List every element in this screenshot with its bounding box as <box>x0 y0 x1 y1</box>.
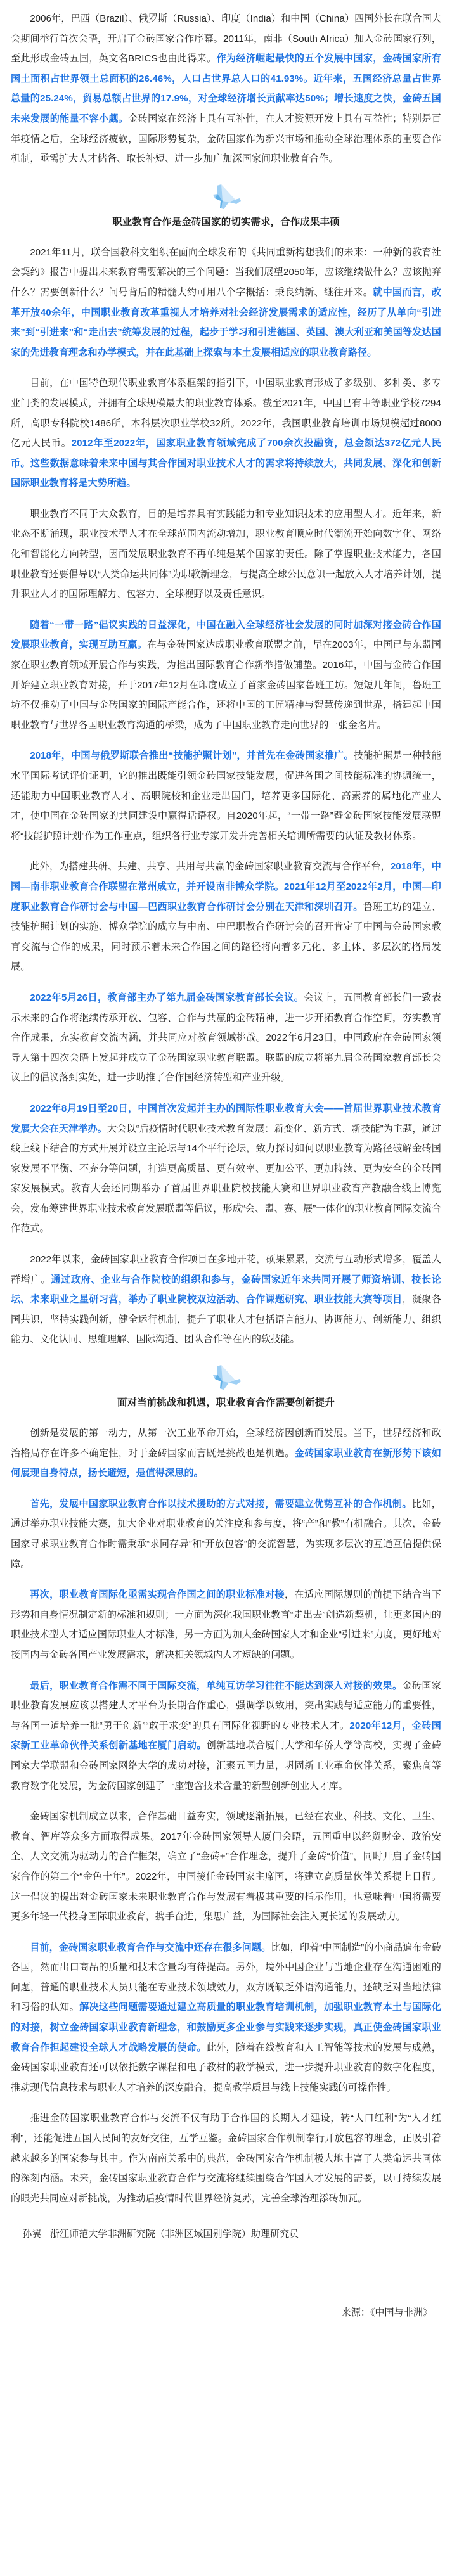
body-text: 2006年，巴西（Brazil）、俄罗斯（Russia）、印度（India）和中国（China）四国外长在联合国大会期间举行首次会晤，开启了金砖国家合作序幕。2011年，南非（South Africa）加入金砖国家行列，至此形成金砖五国，英文名BRICS也由此得来。 <box>11 13 441 65</box>
bottom-spacer <box>11 2321 441 2397</box>
section-header <box>11 1364 441 1411</box>
highlighted-text: 2020年12月，金砖国家新工业革命伙伴关系创新基地在厦门启动。 <box>11 1720 441 1752</box>
paragraph <box>11 746 441 846</box>
paragraph <box>11 1250 441 1350</box>
highlighted-text: 随着“一带一路”倡议实践的日益深化，中国在融入全球经济社会发展的同时加深对接金砖合作国发展职业教育，实现互助互赢。 <box>11 619 441 651</box>
body-text: 金砖国家机制成立以来，合作基础日益夯实，领域逐渐拓展，已经在农业、科技、文化、卫生、教育、智库等众多方面取得成果。2017年金砖国家领导人厦门会晤，五国重申以经贸财金、政治安全、人文交流为驱动力的合作框架，确立了“金砖+”合作理念，提升了金砖“价值”，同时开启了金砖国家合作的第二个“金色十年”。2022年，中国接任金砖国家主席国，将建立高质量伙伴关系提上日程。这一倡议的提出对金砖国家未来职业教育合作与发展有着极其重要的指示作用，也意味着中国将需要更多年轻一代投身国际职业教育，携手奋进，集思广益，为国际社会注入更长远的发展动力。 <box>11 1811 441 1923</box>
paragraph <box>11 2108 441 2208</box>
highlighted-text: 就中国而言，改革开放40余年，中国职业教育改革重视人才培养对社会经济发展需求的适应性，经历了从单向“引进来”到“引进来”和“走出去”统筹发展的过程，起步于学习和引进德国、英国、澳大利亚和美国等发达国家的先进教育理念和办学模式，并在此基础上探索与本土发展相适应的职业教育路径。 <box>11 286 442 358</box>
paragraph <box>11 1938 441 2098</box>
source-line: 来源：《中国与非洲》 <box>341 2307 432 2319</box>
paragraph <box>11 243 441 363</box>
paragraph <box>11 504 441 605</box>
paragraph <box>11 857 441 977</box>
body-text: ，在适应国际规则的前提下结合当下形势和自身情况制定新的标准和规则；一方面为深化我国职业教育“走出去”创造新契机，让更多国内的职业技术型人才适应国际职业人才标准，另一方面为加大金砖国家人才和企业“引进来”力度，更好地对接国内与金砖各国产业发展需求，解决相关领域内人才短缺的问题。 <box>11 1589 441 1660</box>
paragraph <box>11 1494 441 1574</box>
paragraph <box>11 373 441 494</box>
byline-affiliation: 浙江师范大学非洲研究院（非洲区域国别学院）助理研究员 <box>49 2229 299 2240</box>
body-text: 金砖国家职业教育发展应该以搭建人才平台为长期合作重心，强调学以致用，突出实践与适应能力的重要性，与各国一道培养一批“勇于创新”“敢于求变”的具有国际化视野的专业技术人才。 <box>11 1680 441 1731</box>
highlighted-text: 首先，发展中国家职业教育合作以技术援助的方式对接，需要建立优势互补的合作机制。 <box>30 1498 412 1509</box>
body-text: 此外，随着在线教育和人工智能等技术的发展与成熟，金砖国家职业教育还可以依托数字课程和电子教材的教学模式，进一步提升职业教育的数字化程度，推动现代信息技术与职业人才培养的深度融合，提高教学质量与线上技能实践的可操作性。 <box>11 2042 441 2093</box>
highlighted-text: 再次，职业教育国际化亟需实现合作国之间的职业标准对接 <box>30 1589 285 1601</box>
highlighted-text: 最后，职业教育合作需不同于国际交流，单纯互访学习往往不能达到深入对接的效果。 <box>30 1680 403 1691</box>
body-text: 技能护照是一种技能水平国际考试评价证明，它的推出既能引领金砖国家技能发展，促进各国之间技能标准的协调统一，还能助力中国职业教育人才、高职院校和企业走出国门，培养更多国际化、高素养的属地化产业人才，使中国在金砖国家的共同建设中赢得话语权。自2020年起，“一带一路”暨金砖国家技能发展联盟将“技能护照计划”作为工作重点，组织各行业专家开发并完善相关培训所需要的认证及教材体系。 <box>11 750 441 842</box>
body-text: 会议上，五国教育部长们一致表示未来的合作将继续传承开放、包容、合作与共赢的金砖精神，进一步开拓教育合作空间，夯实教育合作成果，充实教育交流内涵，并共同应对教育领域挑战。2022年6月23日，中国政府在金砖国家领导人第十四次会晤上发起并成立了金砖国家职业教育联盟。联盟的成立将第九届金砖国家教育部长会议上的倡议落到实处，进一步助推了合作国经济转型和产业升级。 <box>11 992 441 1084</box>
body-text: 在与金砖国家达成职业教育联盟之前，早在2003年，中国已与东盟国家在职业教育领域开展合作与实践，为推出国际教育合作新举措做铺垫。2016年，中国与金砖合作国开始建立职业教育对接，并于2017年12月在印度成立了首家金砖国家鲁班工坊。短短几年间，鲁班工坊不仅推动了中国与金砖国家的国际产能合作，还将中国的工匠精神与智慧传递到世界，搭建起中国职业教育与世界各国职业教育沟通的桥梁，成为了中国职业教育走向世界的一张金名片。 <box>11 639 442 731</box>
paragraph <box>11 1585 441 1665</box>
paragraph <box>11 988 441 1088</box>
body-text: 2022年以来，金砖国家职业教育合作项目在多地开花，硕果累累，交流与互动形式增多，覆盖人群增广。 <box>11 1254 441 1285</box>
byline <box>11 2225 441 2244</box>
body-text: 鲁班工坊的建立、技能护照计划的实施、博众学院的成立与中南、中巴职教合作研讨会的召开肯定了中国与金砖国家教育交流与合作的成果，同时预示着未来合作国之间的路径将向着多元化、多主体、多层次的格局发展。 <box>11 901 441 973</box>
highlighted-text: 2018年，中国与俄罗斯联合推出“技能护照计划”，并首先在金砖国家推广。 <box>30 750 354 762</box>
body-text: 此外，为搭建共研、共建、共享、共用与共赢的金砖国家职业教育交流与合作平台， <box>30 861 391 873</box>
body-text: ，凝聚各国共识，坚持实践创新，健全运行机制，提升了职业人才包括语言能力、协调能力、创新能力、组织能力、文化认同、思维理解、国际沟通、团队合作等在内的软技能。 <box>11 1294 441 1345</box>
body-text: 目前，在中国特色现代职业教育体系框架的指引下，中国职业教育形成了多级别、多种类、多专业门类的发展模式，并拥有全球规模最大的职业教育体系。截至2021年，中国已有中等职业学校7294所，高职专科院校1486所，本科层次职业学校32所。2022年，我国职业教育培训市场规模超过8000亿元人民币。 <box>11 378 441 449</box>
paragraph <box>11 9 441 169</box>
highlighted-text: 通过政府、企业与合作院校的组织和参与，金砖国家近年来共同开展了师资培训、校长论坛、未来职业之星研习营，举办了职业院校双边活动、合作课题研究、职业技能大赛等项目 <box>11 1274 441 1305</box>
body-text: 比如，印着“中国制造”的小商品遍布金砖各国，然而出口商品的质量和技术含量均有待提高。另外，境外中国企业与当地企业存在沟通困难的问题，普通的职业技术人员只能在专业技术领域效力，双方既缺乏外语沟通能力，还缺乏对当地法律和习俗的认知。 <box>11 1942 441 2013</box>
body-text: 推进金砖国家职业教育合作与交流不仅有助于合作国的长期人才建设，转“人口红利”为“人才红利”，还能促进五国人民间的友好交往，互学互鉴。金砖国家合作机制奉行开放包容的理念，正吸引着越来越多的国家参与其中。作为南南关系中的典范，金砖国家合作机制极大地丰富了人类命运共同体的深刻内涵。未来，金砖国家职业教育合作与交流将继续围绕合作国人才发展的需要，以可持续发展的眼光共同应对新挑战，为推动后疫情时代世界经济复苏，完善全球治理添砖加瓦。 <box>11 2113 441 2204</box>
byline-author: 孙翼 <box>22 2229 42 2240</box>
paragraph <box>11 1676 441 1797</box>
airplane-icon <box>210 1364 243 1392</box>
highlighted-text: 2012年至2022年，国家职业教育领域完成了700余次投融资，总金额达372亿元人民币。这些数据意味着未来中国与其合作国对职业技术人才的需求将持续放大，共同发展、深化和创新国际职业教育将是大势所趋。 <box>11 438 441 489</box>
highlighted-text: 2018年，中国—南非职业教育合作联盟在常州成立，并开设南非博众学院。2021年12月至2022年2月，中国—印度职业教育合作研讨会与中国—巴西职业教育合作研讨会分别在天津和深圳召开。 <box>11 861 441 913</box>
highlighted-text: 2022年8月19日至20日，中国首次发起并主办的国际性职业教育大会——首届世界职业技术教育发展大会在天津举办。 <box>11 1103 441 1134</box>
section-title: 职业教育合作是金砖国家的切实需求，合作成果丰硕 <box>112 216 340 227</box>
highlighted-text: 解决这些问题需要通过建立高质量的职业教育培训机制，加强职业教育本土与国际化的对接，树立金砖国家职业教育新理念，和鼓励更多企业参与实践来逐步实现，真正使金砖国家职业教育合作担起建设全球人才战略发展的使命。 <box>11 2002 441 2053</box>
body-text: 比如，通过举办职业技能大赛，加大企业对职业教育的关注度和参与度，将“产”和“教”有机融合。其次，金砖国家寻求职业教育合作时需秉承“求同存异”和“开放包容”的交流智慧，为实现多层次的互通互信提供保障。 <box>11 1498 441 1570</box>
highlighted-text: 作为经济崛起最快的五个发展中国家，金砖国家所有国土面积占世界领土总面积的26.46%，人口占世界总人口的41.93%。近年来，五国经济总量占世界总量的25.24%，贸易总额占世界的17.9%，对全球经济增长贡献率达50%；增长速度之快，金砖五国未来发展的能量不容小觑。 <box>11 53 441 124</box>
paragraph <box>11 1807 441 1927</box>
body-text: 大会以“后疫情时代职业技术教育发展：新变化、新方式、新技能”为主题，通过线上线下结合的方式开展并设立主论坛与14个平行论坛，致力探讨如何以职业教育为路径破解金砖国家发展不平衡、不充分等问题，打造更高质量、更有效率、更加公平、更加持续、更为安全的金砖国家发展模式。教育大会还同期举办了首届世界职业院校技能大赛和世界职业教育产教融合线上博览会，发布筹建世界职业技术教育发展联盟等倡议，形成“会、盟、赛、展”一体化的职业教育国际交流合作范式。 <box>11 1123 441 1234</box>
section-header <box>11 183 441 230</box>
body-text: 创新基地联合厦门大学和华侨大学等高校，实现了金砖国家大学联盟和金砖国家网络大学的成功对接，汇聚五国力量，巩固新工业革命伙伴关系，聚焦高等教育数字化发展，为金砖国家创建了一座饱含技术含量的新型创新创业人才库。 <box>11 1740 441 1791</box>
highlighted-text: 目前，金砖国家职业教育合作与交流中还存在很多问题。 <box>30 1942 271 1953</box>
paragraph <box>11 1423 441 1483</box>
highlighted-text: 金砖国家职业教育在新形势下该如何展现自身特点，扬长避短，是值得深思的。 <box>11 1447 441 1479</box>
article-body <box>11 9 441 2208</box>
paragraph <box>11 615 441 736</box>
highlighted-text: 2022年5月26日，教育部主办了第九届金砖国家教育部长会议。 <box>30 992 304 1003</box>
body-text: 金砖国家在经济上具有互补性，在人才资源开发上具有互益性；特别是百年疫情之后，全球经济疲软，国际形势复杂，金砖国家作为新兴市场和推动全球治理体系的重要合作机制，亟需扩大人才储备、取长补短、进一步加广加深国家间职业教育合作。 <box>11 113 441 165</box>
body-text: 职业教育不同于大众教育，目的是培养具有实践能力和专业知识技术的应用型人才。近年来，新业态不断涌现，职业技术型人才在全球范围内流动增加，职业教育顺应时代潮流开始向数字化、网络化和智能化方向转型，因而发展职业教育不再单纯是某个国家的责任。除了掌握职业技术能力，各国职业教育还要倡导以“人类命运共同体”为职教新理念，与提高全球公民意识一起放入人才培养计划，提升职业人才的国际理解力、包容力、全球视野以及责任意识。 <box>11 508 441 600</box>
body-text: 创新是发展的第一动力，从第一次工业革命开始，全球经济因创新而发展。当下，世界经济和政治格局存在许多不确定性，对于金砖国家而言既是挑战也是机遇。 <box>11 1428 441 1459</box>
paragraph <box>11 1099 441 1239</box>
section-title: 面对当前挑战和机遇，职业教育合作需要创新提升 <box>117 1397 335 1409</box>
airplane-icon <box>210 183 243 211</box>
body-text: 2021年11月，联合国教科文组织在面向全球发布的《共同重新构想我们的未来：一种新的教育社会契约》报告中提出未来教育需要解决的三个问题：当我们展望2050年，应该继续做什么？应该抛弃什么？需要创新什么？问号背后的精髓大约可用八个字概括：秉良纳新、继往开来。 <box>11 247 441 298</box>
